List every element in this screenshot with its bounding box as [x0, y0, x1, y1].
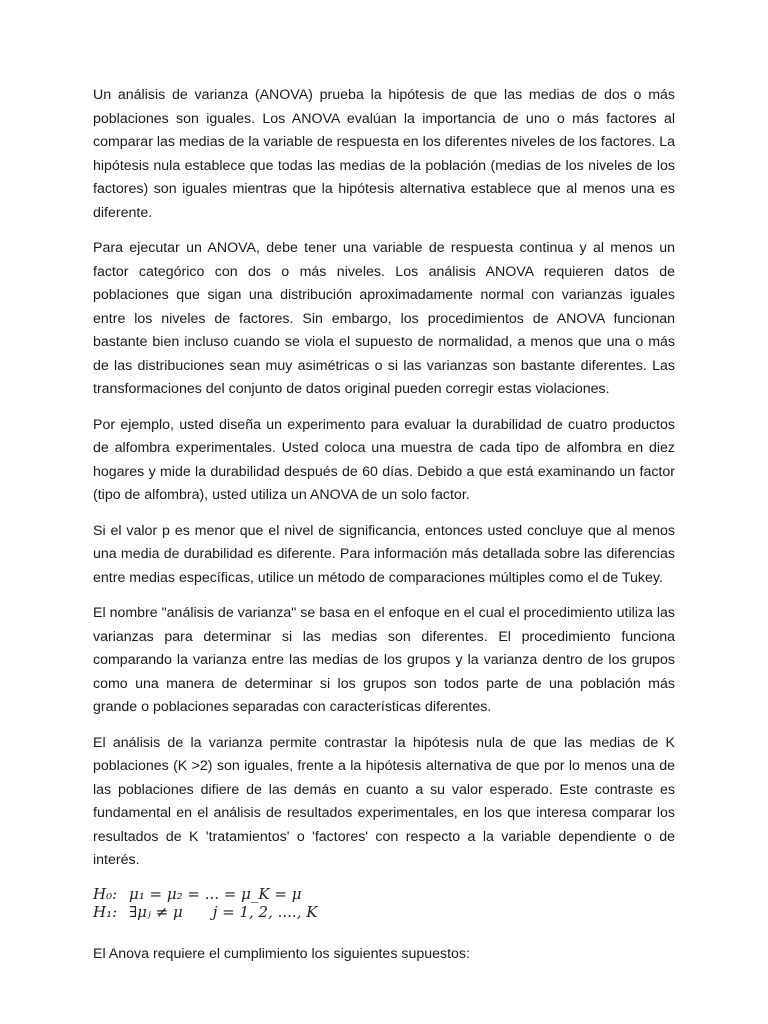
paragraph-intro: Un análisis de varianza (ANOVA) prueba la hipótesis de que las medias de dos o más poblaciones son iguales. Los ANOVA evalúan la importancia de uno o más factores al comparar las medias de la variable de respuesta en los diferentes niveles de los factores. La hipótesis nula establece que todas las medias de la población (medias de los niveles de los factores) son iguales mientras que la hipótesis alternativa establece que al menos una es diferente. [93, 87, 676, 221]
paragraph-p-value: Si el valor p es menor que el nivel de significancia, entonces usted concluye que al menos una media de durabilidad es diferente. Para información más detallada sobre las diferencias entre medias específicas, utilice un método de comparaciones múltiples como el de Tukey. [93, 522, 675, 586]
paragraph-contrast: El análisis de la varianza permite contrastar la hipótesis nula de que las medias de K poblaciones (K >2) son iguales, frente a la hipótesis alternativa de que por lo menos una de las poblaciones difiere de las demás en cuanto a su valor esperado. Este contraste es fundamental en el análisis de resultados experimentales, en los que interesa comparar los resultados de K 'tratamientos' o 'factores' con respecto a la variable dependiente o de interés. [93, 734, 675, 868]
null-hypothesis-expression: μ₁ = μ₂ = ... = μ_K = μ [129, 884, 302, 903]
null-hypothesis-label: H₀: [93, 884, 118, 903]
null-hypothesis-row [93, 885, 675, 903]
alternative-hypothesis-expression: ∃μⱼ ≠ μ [129, 902, 183, 921]
paragraph-assumptions-intro: El Anova requiere el cumplimiento los siguientes supuestos: [93, 945, 470, 962]
hypothesis-formula [93, 885, 675, 921]
paragraph-name-origin: El nombre "análisis de varianza" se basa en el enfoque en el cual el procedimiento utiliza las varianzas para determinar si las medias son diferentes. El procedimiento funciona comparando la varianza entre las medias de los grupos y la varianza dentro de los grupos como una manera de determinar si los grupos son todos parte de una población más grande o poblaciones separadas con características diferentes. [93, 605, 675, 715]
paragraph-requirements: Para ejecutar un ANOVA, debe tener una variable de respuesta continua y al menos un factor categórico con dos o más niveles. Los análisis ANOVA requieren datos de poblaciones que sigan una distribución aproximadamente normal con varianzas iguales entre los niveles de factores. Sin embargo, los procedimientos de ANOVA funcionan bastante bien incluso cuando se viola el supuesto de normalidad, a menos que una o más de las distribuciones sean muy asimétricas o si las varianzas son bastante diferentes. Las transformaciones del conjunto de datos original pueden corregir estas violaciones. [93, 240, 675, 397]
alternative-hypothesis-label: H₁: [93, 902, 118, 921]
document-page [93, 84, 675, 966]
alternative-hypothesis-index: j = 1, 2, ...., K [212, 902, 318, 921]
alternative-hypothesis-row [93, 903, 675, 921]
paragraph-example: Por ejemplo, usted diseña un experimento para evaluar la durabilidad de cuatro productos de alfombra experimentales. Usted coloca una muestra de cada tipo de alfombra en diez hogares y mide la durabilidad después de 60 días. Debido a que está examinando un factor (tipo de alfombra), usted utiliza un ANOVA de un solo factor. [93, 416, 675, 503]
